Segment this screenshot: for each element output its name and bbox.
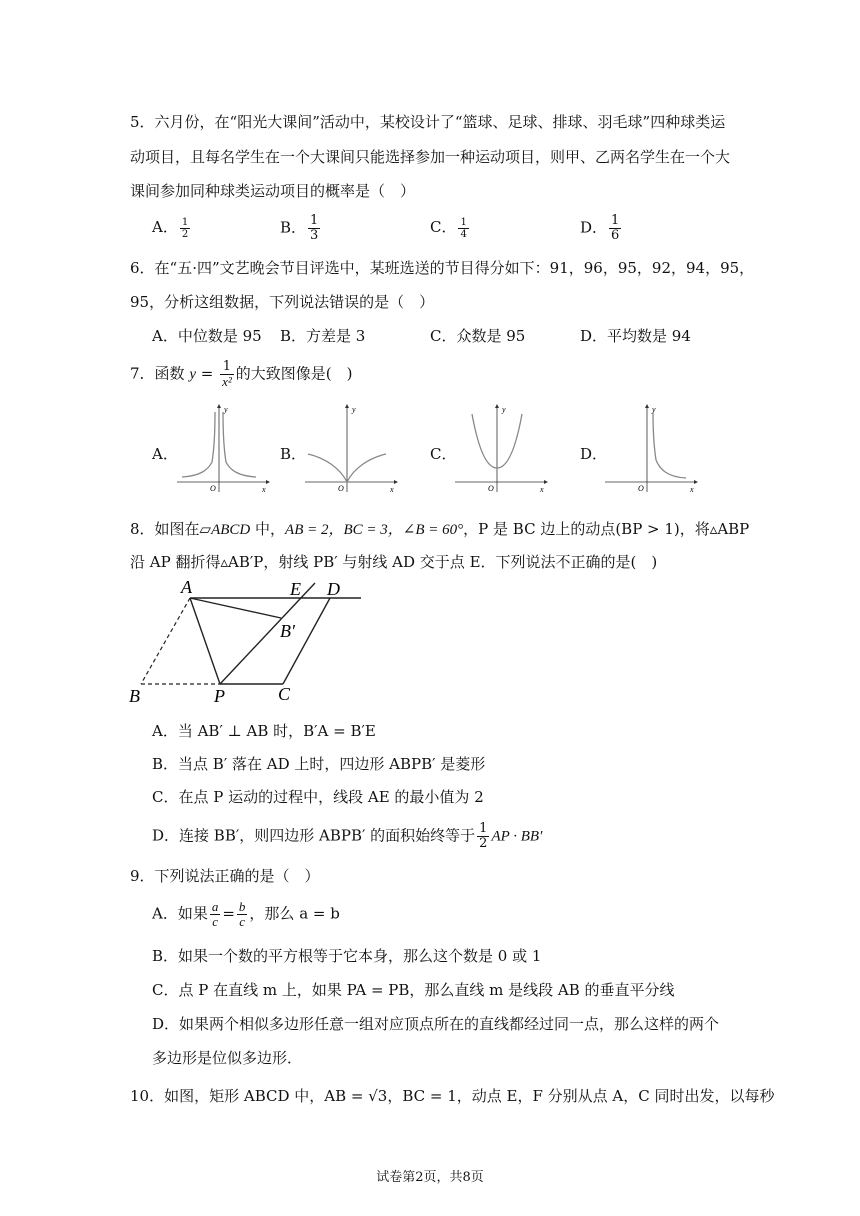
q7-graph-c-y-label: y bbox=[502, 405, 506, 414]
q7-graph-d-x-label: x bbox=[690, 485, 694, 494]
q7-graph-c bbox=[450, 402, 550, 494]
q5-line1: 5．六月份，在“阳光大课间”活动中，某校设计了“篮球、足球、排球、羽毛球”四种球类运 bbox=[130, 113, 726, 131]
q9-option-c: C．点 P 在直线 m 上，如果 PA = PB，那么直线 m 是线段 AB 的垂直平分线 bbox=[152, 981, 675, 999]
q7-option-a-label: A． bbox=[152, 445, 178, 463]
q6-option-a: A．中位数是 95 bbox=[152, 327, 262, 345]
q8-option-a: A．当 AB′ ⊥ AB 时，B′A = B′E bbox=[152, 722, 376, 740]
q8-label-b-prime: B′ bbox=[280, 621, 295, 641]
q9-line1: 9．下列说法正确的是（ ） bbox=[130, 867, 320, 885]
q7-graph-c-x-label: x bbox=[540, 485, 544, 494]
q7-graph-a-origin: O bbox=[210, 484, 216, 493]
page-footer: 试卷第2页，共8页 bbox=[376, 1170, 484, 1185]
q7-graph-c-origin: O bbox=[488, 484, 494, 493]
q7-graph-d-y-label: y bbox=[652, 405, 656, 414]
q7-graph-d bbox=[600, 402, 700, 494]
q5-option-b: B． $\frac{1}{3}$ bbox=[280, 213, 319, 243]
q8-option-d: D．连接 BB′，则四边形 ABPB′ 的面积始终等于 $\frac{1}{2}$ AP · BB′ bbox=[152, 821, 543, 851]
q8-line2: 沿 AP 翻折得▵AB′P，射线 PB′ 与射线 AD 交于点 E．下列说法不正确的是( ) bbox=[130, 553, 658, 571]
q6-option-b: B．方差是 3 bbox=[280, 327, 366, 345]
q9-option-a: A．如果 $\frac{a}{c}$ = $\frac{b}{c}$ ，那么 a = b bbox=[152, 899, 340, 929]
q10-line1: 10．如图，矩形 ABCD 中，AB = √3，BC = 1，动点 E，F 分别从点 A，C 同时出发，以每秒 bbox=[130, 1087, 775, 1105]
q7-graph-b-x-label: x bbox=[390, 485, 394, 494]
q6-line1: 6．在“五·四”文艺晚会节目评选中，某班选送的节目得分如下：91，96，95，92，94，95， bbox=[130, 259, 755, 277]
q5-line2: 动项目，且每名学生在一个大课间只能选择参加一种运动项目，则甲、乙两名学生在一个大 bbox=[130, 148, 731, 166]
q9-option-d-line2: 多边形是位似多边形． bbox=[152, 1049, 303, 1067]
q7-graph-a bbox=[172, 402, 272, 494]
q8-option-c: C．在点 P 运动的过程中，线段 AE 的最小值为 2 bbox=[152, 788, 484, 806]
q8-label-p: P bbox=[214, 686, 225, 706]
q7-stem: 7．函数 y = $\frac{1}{\text{x²}}$ 的大致图像是( ) bbox=[130, 359, 353, 389]
q8-line1: 8．如图在▱ABCD 中，AB = 2，BC = 3，∠B = 60°，P 是 BC 边上的动点(BP > 1)，将▵ABP bbox=[130, 520, 750, 538]
q8-figure bbox=[125, 578, 370, 708]
q5-option-c: C． $\frac{1}{4}$ bbox=[430, 216, 467, 240]
q7-option-d-label: D． bbox=[580, 445, 608, 463]
q7-graph-b-y-label: y bbox=[352, 405, 356, 414]
q8-label-a: A bbox=[181, 578, 192, 597]
q5-line3: 课间参加同种球类运动项目的概率是（ ） bbox=[130, 182, 416, 200]
q7-graph-a-y-label: y bbox=[224, 405, 228, 414]
q9-option-b: B．如果一个数的平方根等于它本身，那么这个数是 0 或 1 bbox=[152, 947, 542, 965]
q6-option-c: C．众数是 95 bbox=[430, 327, 526, 345]
q8-label-d: D bbox=[327, 579, 340, 599]
q8-label-e: E bbox=[290, 579, 301, 599]
q5-option-d: D． $\frac{1}{6}$ bbox=[580, 213, 620, 243]
q6-option-d: D．平均数是 94 bbox=[580, 327, 691, 345]
q8-label-c: C bbox=[278, 684, 291, 704]
q7-graph-d-origin: O bbox=[638, 484, 644, 493]
q7-graph-b bbox=[300, 402, 400, 494]
q5-option-a: A． $\frac{1}{2}$ bbox=[152, 216, 189, 240]
q7-option-b-label: B． bbox=[280, 445, 307, 463]
q8-option-b: B．当点 B′ 落在 AD 上时，四边形 ABPB′ 是菱形 bbox=[152, 755, 486, 773]
q7-graph-a-x-label: x bbox=[262, 485, 266, 494]
q8-label-b: B bbox=[129, 686, 140, 706]
q7-graph-b-origin: O bbox=[338, 484, 344, 493]
q7-option-c-label: C． bbox=[430, 445, 457, 463]
q9-option-d-line1: D．如果两个相似多边形任意一组对应顶点所在的直线都经过同一点，那么这样的两个 bbox=[152, 1015, 720, 1033]
q6-line2: 95，分析这组数据，下列说法错误的是（ ） bbox=[130, 293, 435, 311]
